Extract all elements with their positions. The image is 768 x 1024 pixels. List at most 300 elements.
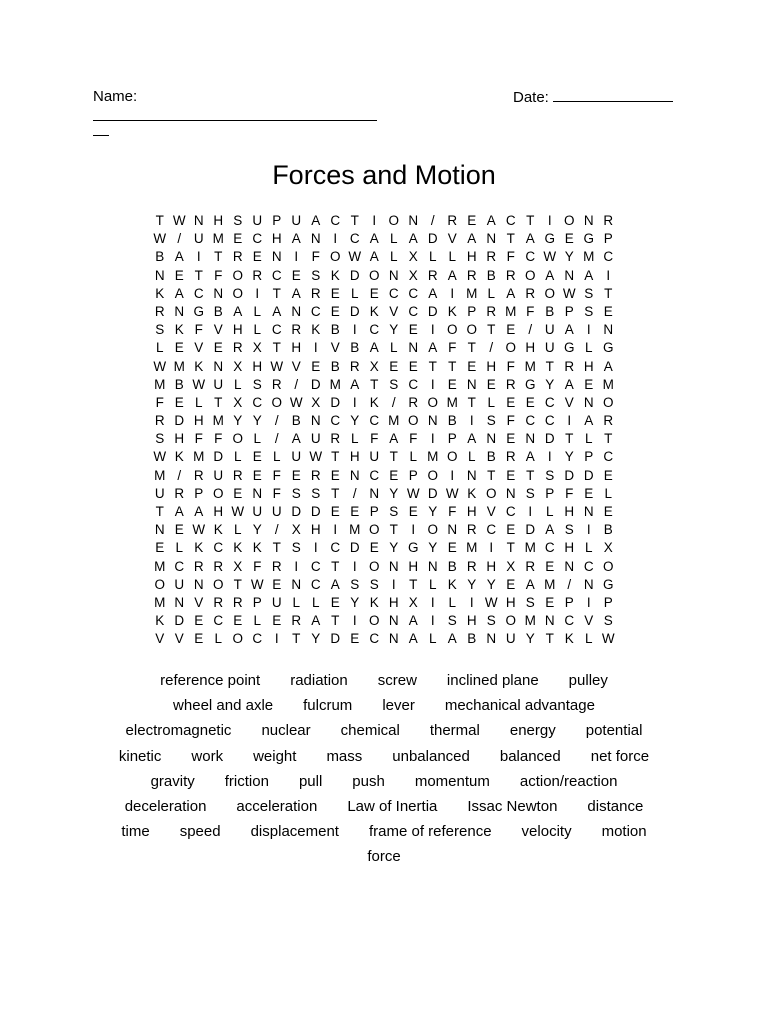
word-bank-item: weight xyxy=(253,747,297,765)
grid-letter: V xyxy=(486,504,496,519)
grid-letter: T xyxy=(194,267,203,283)
grid-letter: A xyxy=(525,231,535,247)
word-bank-item: time xyxy=(121,823,150,841)
grid-letter: T xyxy=(155,213,164,228)
grid-letter: X xyxy=(408,249,418,265)
grid-letter: N xyxy=(505,485,516,501)
grid-letter: A xyxy=(311,613,321,629)
grid-letter: N xyxy=(486,631,497,647)
word-bank-item: electromagnetic xyxy=(125,722,232,740)
word-bank-item: thermal xyxy=(429,722,480,740)
grid-letter: S xyxy=(369,576,379,592)
grid-letter: K xyxy=(155,613,165,629)
grid-row xyxy=(150,448,620,466)
grid-letter: / xyxy=(177,467,182,483)
grid-letter: T xyxy=(565,431,574,447)
grid-letter: U xyxy=(544,340,555,356)
grid-letter: E xyxy=(467,358,477,374)
grid-letter: U xyxy=(174,576,185,592)
grid-letter: M xyxy=(524,358,536,374)
grid-letter: I xyxy=(391,576,396,592)
grid-letter: O xyxy=(427,394,438,410)
grid-letter: H xyxy=(291,340,302,356)
grid-row xyxy=(150,521,620,539)
grid-letter: X xyxy=(408,267,418,283)
grid-letter: R xyxy=(603,413,614,429)
grid-letter: L xyxy=(545,504,554,519)
grid-letter: I xyxy=(586,522,591,538)
grid-letter: E xyxy=(233,231,243,247)
grid-letter: R xyxy=(271,558,282,574)
grid-letter: A xyxy=(467,431,477,447)
grid-letter: I xyxy=(450,467,455,483)
grid-letter: R xyxy=(466,522,477,538)
grid-letter: F xyxy=(214,431,223,447)
grid-letter: T xyxy=(467,340,476,356)
date-write-line xyxy=(553,87,673,102)
grid-letter: R xyxy=(154,303,165,319)
grid-letter: I xyxy=(352,558,357,574)
grid-letter: W xyxy=(192,376,206,392)
grid-letter: B xyxy=(350,340,360,356)
grid-letter: F xyxy=(214,267,223,283)
grid-letter: E xyxy=(272,576,282,592)
grid-letter: U xyxy=(154,485,165,501)
grid-letter: / xyxy=(352,485,357,501)
grid-row xyxy=(150,630,620,648)
grid-letter: E xyxy=(252,449,262,465)
name-write-line xyxy=(93,107,377,121)
grid-letter: N xyxy=(213,358,224,374)
grid-letter: F xyxy=(506,358,515,374)
grid-letter: L xyxy=(292,594,300,610)
grid-letter: A xyxy=(272,303,282,319)
grid-letter: N xyxy=(388,267,399,283)
grid-letter: U xyxy=(252,504,263,519)
grid-letter: P xyxy=(252,594,262,610)
grid-letter: E xyxy=(350,631,360,647)
word-bank-line xyxy=(80,819,688,844)
grid-letter: U xyxy=(213,467,224,483)
grid-letter: H xyxy=(408,558,419,574)
grid-letter: H xyxy=(486,358,497,374)
word-bank-item: frame of reference xyxy=(368,823,492,841)
grid-letter: R xyxy=(408,394,419,410)
grid-letter: Y xyxy=(564,449,574,465)
grid-letter: R xyxy=(505,267,516,283)
grid-letter: X xyxy=(233,358,243,374)
grid-letter: R xyxy=(193,467,204,483)
grid-letter: I xyxy=(430,376,435,392)
grid-letter: R xyxy=(213,594,224,610)
grid-letter: / xyxy=(177,231,182,247)
grid-letter: M xyxy=(544,576,556,592)
grid-letter: L xyxy=(389,340,398,356)
grid-letter: C xyxy=(330,213,341,228)
grid-letter: S xyxy=(486,613,496,629)
grid-letter: O xyxy=(232,285,243,301)
grid-letter: N xyxy=(544,613,555,629)
grid-letter: Y xyxy=(389,322,399,338)
grid-letter: A xyxy=(603,358,613,374)
grid-letter: S xyxy=(564,522,574,538)
grid-letter: S xyxy=(155,431,165,447)
grid-letter: E xyxy=(291,267,301,283)
grid-letter: F xyxy=(526,303,535,319)
grid-letter: A xyxy=(174,504,184,519)
grid-letter: E xyxy=(603,303,613,319)
grid-letter: M xyxy=(602,376,614,392)
grid-letter: T xyxy=(389,522,398,538)
grid-letter: D xyxy=(330,631,341,647)
word-bank-item: chemical xyxy=(340,722,400,740)
grid-letter: K xyxy=(564,631,574,647)
grid-letter: W xyxy=(231,504,245,519)
grid-letter: O xyxy=(368,558,380,574)
grid-letter: X xyxy=(291,522,301,538)
grid-letter: T xyxy=(506,540,515,556)
grid-letter: C xyxy=(408,303,419,319)
word-bank-item: kinetic xyxy=(118,747,162,765)
grid-letter: S xyxy=(311,267,321,283)
grid-letter: P xyxy=(564,303,574,319)
grid-letter: M xyxy=(329,376,341,392)
word-bank-line xyxy=(80,844,688,869)
grid-letter: I xyxy=(567,413,572,429)
grid-letter: L xyxy=(175,540,183,556)
grid-letter: I xyxy=(352,322,357,338)
grid-letter: H xyxy=(466,613,477,629)
grid-letter: A xyxy=(584,413,594,429)
grid-letter: R xyxy=(310,285,321,301)
grid-letter: B xyxy=(447,413,457,429)
name-field xyxy=(93,87,383,136)
grid-letter: I xyxy=(489,540,494,556)
grid-letter: N xyxy=(369,485,380,501)
grid-letter: U xyxy=(193,231,204,247)
grid-letter: D xyxy=(174,613,185,629)
grid-row xyxy=(150,321,620,339)
grid-letter: N xyxy=(174,303,185,319)
grid-letter: S xyxy=(233,213,243,228)
grid-letter: / xyxy=(430,213,435,228)
word-bank-item: motion xyxy=(601,823,647,841)
grid-letter: I xyxy=(352,394,357,410)
grid-letter: L xyxy=(448,594,456,610)
grid-letter: H xyxy=(525,340,536,356)
grid-row xyxy=(150,394,620,412)
grid-letter: S xyxy=(291,540,301,556)
grid-letter: V xyxy=(447,231,457,247)
grid-letter: C xyxy=(525,413,536,429)
grid-letter: I xyxy=(196,249,201,265)
grid-letter: K xyxy=(369,394,379,410)
grid-letter: X xyxy=(233,394,243,410)
grid-letter: S xyxy=(525,594,535,610)
grid-letter: L xyxy=(448,249,456,265)
grid-letter: O xyxy=(388,213,399,228)
grid-letter: K xyxy=(194,358,204,374)
grid-letter: T xyxy=(272,340,281,356)
grid-letter: L xyxy=(428,576,437,592)
grid-letter: C xyxy=(505,213,516,228)
grid-letter: A xyxy=(584,267,594,283)
grid-letter: F xyxy=(253,558,262,574)
grid-letter: T xyxy=(331,558,340,574)
grid-letter: B xyxy=(467,631,477,647)
grid-letter: N xyxy=(603,322,614,338)
grid-letter: T xyxy=(604,431,613,447)
grid-letter: C xyxy=(330,413,341,429)
grid-letter: A xyxy=(389,431,399,447)
grid-row xyxy=(150,303,620,321)
grid-letter: R xyxy=(193,558,204,574)
grid-letter: D xyxy=(525,522,536,538)
grid-row xyxy=(150,248,620,266)
grid-letter: L xyxy=(233,376,242,392)
grid-letter: D xyxy=(310,376,321,392)
grid-letter: C xyxy=(252,231,263,247)
grid-letter: E xyxy=(506,431,516,447)
grid-letter: L xyxy=(253,431,261,447)
grid-letter: / xyxy=(567,576,572,592)
grid-row xyxy=(150,558,620,576)
grid-letter: D xyxy=(544,431,555,447)
grid-letter: O xyxy=(563,213,575,228)
grid-row xyxy=(150,412,620,430)
grid-letter: Y xyxy=(467,576,477,592)
grid-letter: N xyxy=(486,431,497,447)
grid-letter: A xyxy=(291,285,301,301)
grid-letter: R xyxy=(291,613,302,629)
grid-row xyxy=(150,376,620,394)
grid-letter: R xyxy=(505,449,516,465)
grid-letter: H xyxy=(174,431,185,447)
grid-letter: G xyxy=(524,376,536,392)
grid-letter: N xyxy=(427,558,438,574)
grid-letter: L xyxy=(584,431,593,447)
grid-letter: R xyxy=(154,413,165,429)
grid-letter: E xyxy=(330,467,340,483)
grid-letter: Y xyxy=(428,540,438,556)
grid-letter: W xyxy=(250,576,264,592)
grid-letter: T xyxy=(272,540,281,556)
word-bank-item: momentum xyxy=(414,772,490,790)
grid-letter: / xyxy=(274,522,279,538)
grid-letter: T xyxy=(467,394,476,410)
grid-letter: W xyxy=(289,394,303,410)
grid-letter: E xyxy=(545,594,555,610)
grid-letter: R xyxy=(427,267,438,283)
word-bank-item: Issac Newton xyxy=(467,798,558,816)
grid-letter: V xyxy=(194,340,204,356)
grid-letter: T xyxy=(331,485,340,501)
grid-letter: U xyxy=(369,449,380,465)
grid-letter: O xyxy=(602,394,614,410)
grid-letter: V xyxy=(174,631,184,647)
word-bank-line xyxy=(80,744,688,769)
grid-letter: L xyxy=(233,522,242,538)
grid-letter: H xyxy=(564,504,575,519)
grid-letter: O xyxy=(505,613,516,629)
grid-letter: H xyxy=(310,522,321,538)
grid-letter: T xyxy=(350,213,359,228)
grid-letter: V xyxy=(330,340,340,356)
grid-letter: G xyxy=(563,340,575,356)
grid-letter: L xyxy=(155,340,164,356)
grid-letter: S xyxy=(155,322,165,338)
grid-letter: R xyxy=(447,213,458,228)
word-bank-line xyxy=(80,794,688,819)
grid-letter: C xyxy=(271,322,282,338)
grid-letter: S xyxy=(252,376,262,392)
grid-letter: F xyxy=(506,413,515,429)
grid-row xyxy=(150,576,620,594)
word-bank-item: pulley xyxy=(568,672,608,690)
grid-letter: C xyxy=(486,522,497,538)
grid-letter: R xyxy=(232,249,243,265)
grid-letter: O xyxy=(446,449,458,465)
grid-letter: E xyxy=(408,322,418,338)
grid-letter: L xyxy=(389,231,398,247)
grid-letter: E xyxy=(233,613,243,629)
grid-row xyxy=(150,503,620,521)
grid-letter: H xyxy=(486,558,497,574)
grid-letter: H xyxy=(252,358,263,374)
grid-letter: D xyxy=(310,504,321,519)
grid-letter: G xyxy=(583,231,594,247)
word-bank-line xyxy=(80,668,688,693)
grid-letter: C xyxy=(271,267,282,283)
word-bank-item: action/reaction xyxy=(519,772,618,790)
grid-letter: P xyxy=(603,594,613,610)
grid-letter: E xyxy=(174,340,184,356)
grid-letter: T xyxy=(526,467,535,483)
grid-letter: C xyxy=(349,231,360,247)
grid-letter: N xyxy=(447,522,458,538)
grid-letter: E xyxy=(603,467,613,483)
grid-letter: I xyxy=(294,558,299,574)
name-label: Name: xyxy=(93,88,138,105)
grid-letter: R xyxy=(525,285,536,301)
grid-letter: S xyxy=(389,376,399,392)
grid-letter: N xyxy=(583,576,594,592)
grid-letter: R xyxy=(486,303,497,319)
grid-letter: W xyxy=(309,449,323,465)
grid-letter: C xyxy=(544,394,555,410)
grid-letter: C xyxy=(564,613,575,629)
grid-letter: X xyxy=(603,540,613,556)
grid-letter: C xyxy=(603,449,614,465)
grid-letter: H xyxy=(466,504,477,519)
word-bank-item: mass xyxy=(326,747,363,765)
grid-letter: K xyxy=(467,485,477,501)
grid-letter: A xyxy=(311,213,321,228)
grid-letter: L xyxy=(604,485,612,501)
word-bank-item: fulcrum xyxy=(303,697,353,715)
grid-row xyxy=(150,430,620,448)
grid-letter: I xyxy=(333,522,338,538)
grid-letter: A xyxy=(428,340,438,356)
grid-letter: A xyxy=(408,231,418,247)
grid-letter: O xyxy=(212,485,224,501)
grid-letter: C xyxy=(369,413,380,429)
grid-letter: O xyxy=(329,249,341,265)
grid-letter: E xyxy=(506,576,516,592)
grid-letter: E xyxy=(408,504,418,519)
grid-letter: M xyxy=(524,613,536,629)
grid-letter: E xyxy=(369,285,379,301)
grid-letter: G xyxy=(602,340,614,356)
grid-letter: O xyxy=(427,467,438,483)
grid-letter: L xyxy=(253,322,261,338)
grid-letter: W xyxy=(348,249,362,265)
grid-letter: X xyxy=(311,394,321,410)
grid-letter: B xyxy=(486,449,496,465)
grid-letter: C xyxy=(525,249,536,265)
grid-letter: R xyxy=(349,358,360,374)
grid-letter: R xyxy=(252,267,263,283)
grid-letter: O xyxy=(368,613,380,629)
page-title: Forces and Motion xyxy=(272,160,496,190)
grid-letter: I xyxy=(274,631,279,647)
grid-letter: T xyxy=(389,449,398,465)
name-write-line-tail xyxy=(93,121,109,136)
grid-letter: L xyxy=(253,303,261,319)
grid-letter: K xyxy=(447,303,457,319)
grid-letter: V xyxy=(155,631,165,647)
grid-letter: O xyxy=(524,267,536,283)
grid-letter: E xyxy=(584,376,594,392)
grid-letter: K xyxy=(311,322,321,338)
grid-letter: S xyxy=(603,613,613,629)
grid-letter: N xyxy=(193,213,204,228)
grid-letter: O xyxy=(154,576,165,592)
grid-letter: Y xyxy=(233,413,243,429)
grid-letter: A xyxy=(350,376,360,392)
grid-letter: A xyxy=(545,267,555,283)
grid-letter: D xyxy=(174,413,185,429)
grid-letter: Y xyxy=(564,249,574,265)
grid-letter: M xyxy=(212,231,224,247)
grid-letter: H xyxy=(213,213,224,228)
grid-letter: T xyxy=(214,249,223,265)
grid-letter: F xyxy=(155,394,164,410)
grid-letter: W xyxy=(270,358,284,374)
grid-letter: T xyxy=(292,631,301,647)
grid-letter: U xyxy=(271,594,282,610)
word-bank-item: screw xyxy=(377,672,417,690)
grid-letter: L xyxy=(487,285,495,301)
grid-letter: M xyxy=(154,467,166,483)
word-bank-item: force xyxy=(367,848,401,866)
grid-letter: N xyxy=(174,594,185,610)
grid-letter: Y xyxy=(545,376,555,392)
date-field xyxy=(513,87,673,108)
grid-letter: F xyxy=(272,467,281,483)
grid-letter: R xyxy=(564,358,575,374)
grid-letter: E xyxy=(389,467,399,483)
grid-letter: L xyxy=(428,631,437,647)
grid-letter: W xyxy=(543,249,557,265)
grid-letter: O xyxy=(368,522,380,538)
grid-letter: C xyxy=(408,376,419,392)
grid-letter: D xyxy=(427,303,438,319)
grid-letter: N xyxy=(310,413,321,429)
grid-letter: S xyxy=(525,485,535,501)
grid-letter: M xyxy=(446,394,458,410)
grid-letter: O xyxy=(271,394,282,410)
